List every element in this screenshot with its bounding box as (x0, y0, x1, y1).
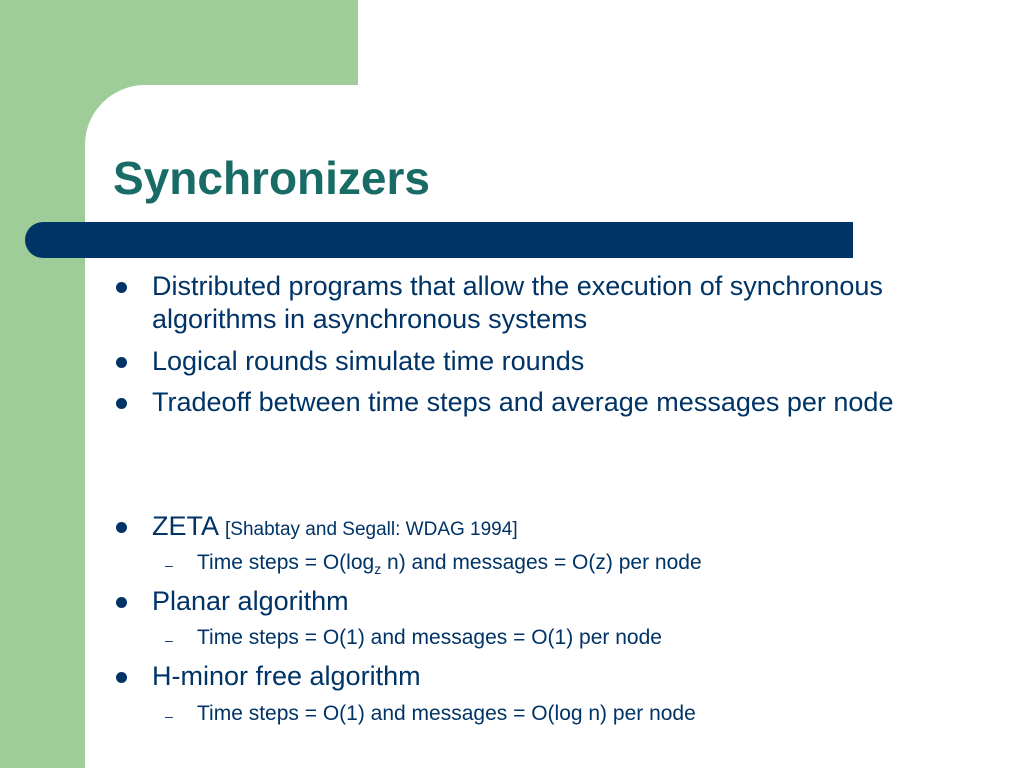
bullet-text-logical-rounds: Logical rounds simulate time rounds (152, 346, 585, 376)
bullet-text-zeta: ZETA (152, 511, 218, 541)
bullet-zeta (152, 510, 952, 546)
sub-bullet-dash: – (165, 632, 173, 648)
bullet-text-planar: Planar algorithm (152, 586, 349, 616)
bullet-dot (116, 398, 127, 409)
sub-bullet-planar-complexity: Time steps = O(1) and messages = O(1) per node (197, 626, 662, 649)
bullet-dot (116, 282, 127, 293)
zeta-reference: [Shabtay and Segall: WDAG 1994] (225, 519, 518, 540)
sub-bullet-dash: – (165, 557, 173, 573)
slide-title: Synchronizers (113, 152, 430, 204)
sub-bullet-dash: – (165, 708, 173, 724)
bullet-dot (116, 522, 127, 533)
bullet-text-tradeoff: Tradeoff between time steps and average messages per node (152, 387, 894, 417)
bullet-text-distributed-programs: Distributed programs that allow the execution of synchronous algorithms in asynchronous systems (152, 271, 883, 334)
sub-bullet-zeta-complexity: Time steps = $O(\log_z$ n) and messages = O(z) per node (197, 551, 702, 578)
bullet-text-h-minor-free: H-minor free algorithm (152, 661, 421, 691)
bullet-dot (116, 672, 127, 683)
bullet-dot (116, 357, 127, 368)
sub-bullet-h-minor-complexity: Time steps = O(1) and messages = O(log n) per node (197, 702, 696, 725)
bullet-dot (116, 597, 127, 608)
